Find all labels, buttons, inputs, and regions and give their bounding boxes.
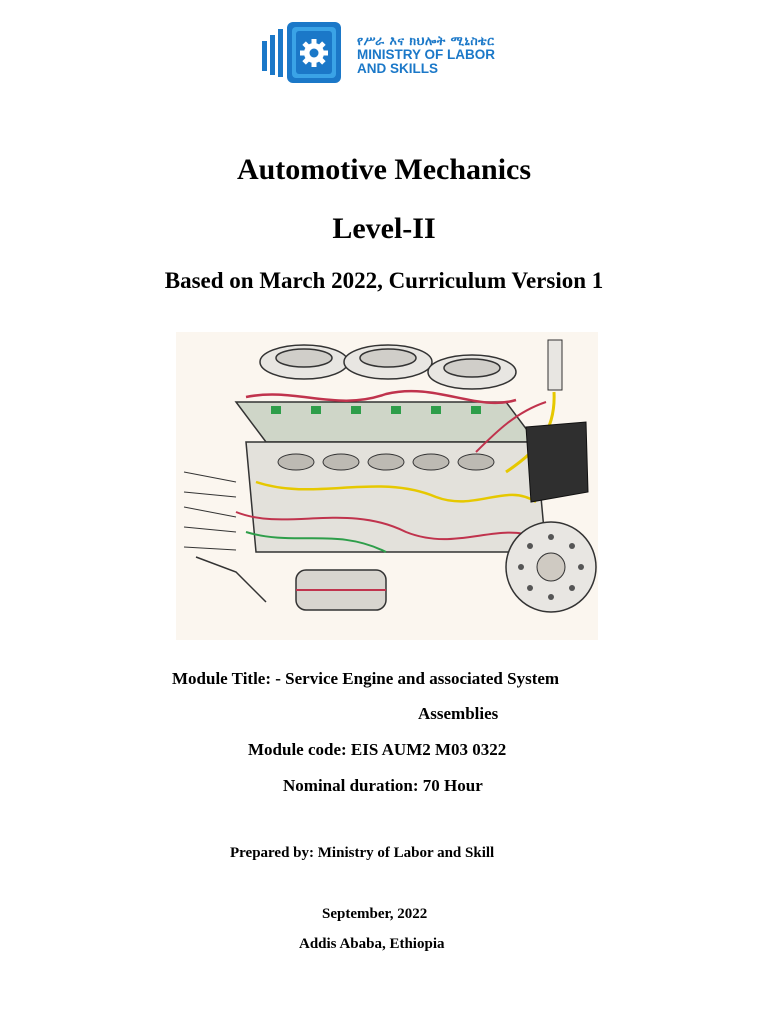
gear-icon	[300, 39, 328, 67]
module-code: Module code: EIS AUM2 M03 0322	[248, 740, 507, 759]
document-title: Automotive Mechanics	[236, 153, 532, 186]
logo-name-line2: AND SKILLS	[357, 61, 438, 76]
prepared-by: Prepared by: Ministry of Labor and Skill	[230, 845, 495, 861]
curriculum-subtitle: Based on March 2022, Curriculum Version 1	[164, 268, 604, 293]
module-title-line2: Assemblies	[418, 704, 499, 723]
publication-date: September, 2022	[322, 906, 428, 922]
nominal-duration: Nominal duration: 70 Hour	[283, 776, 483, 795]
module-title-line1: Module Title: - Service Engine and associated System	[172, 669, 560, 688]
engine-cutaway-illustration	[176, 332, 598, 640]
logo-name-line1: MINISTRY OF LABOR	[357, 47, 495, 62]
logo-text	[357, 33, 495, 76]
logo-amharic-name: የሥራ እና ክህሎት ሚኒስቴር	[357, 33, 495, 48]
level-title: Level-II	[332, 212, 436, 245]
ministry-logo-mark	[259, 19, 359, 87]
publication-location: Addis Ababa, Ethiopia	[299, 936, 445, 952]
